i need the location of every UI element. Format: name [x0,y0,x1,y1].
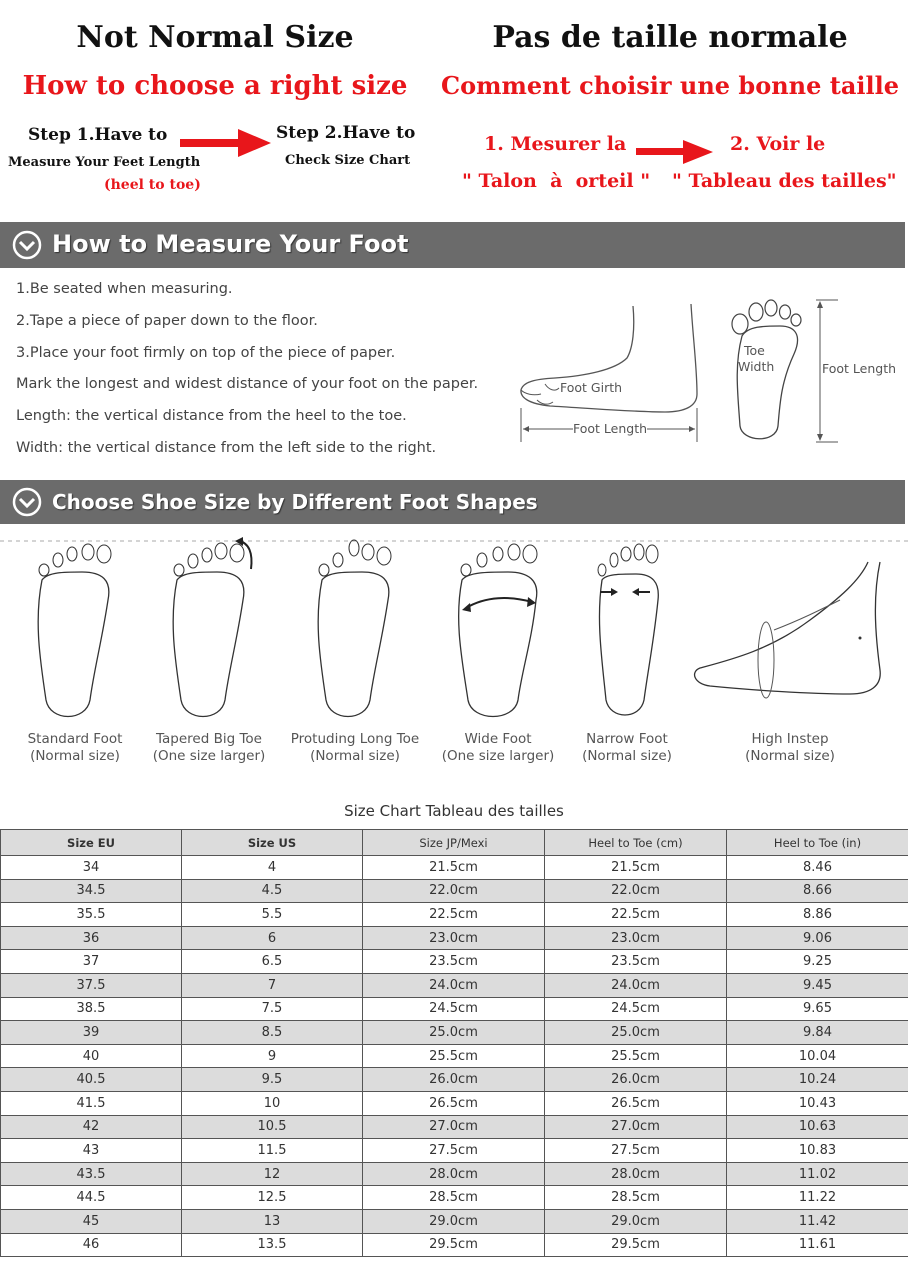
size-jp-cell: 23.0cm [363,926,545,950]
shape-note: (Normal size) [310,748,400,764]
size-eu-cell: 37 [1,950,182,974]
shape-name: Wide Foot [464,731,532,747]
heel-toe-cm-cell: 29.0cm [545,1209,727,1233]
instruction-line: 2.Tape a piece of paper down to the floor. [16,312,318,329]
width-label: Width [738,359,775,374]
protruding-long-toe-icon [310,538,400,720]
table-row [1,879,908,903]
size-eu-cell: 46 [1,1233,182,1257]
heel-toe-in-cell: 8.86 [727,903,908,927]
size-jp-cell: 23.5cm [363,950,545,974]
header-size-us: Size US [182,830,363,856]
fr-step2-heading: 2. Voir le [730,133,826,155]
table-row [1,1186,908,1210]
measure-section-header [0,222,905,268]
size-jp-cell: 25.0cm [363,1021,545,1045]
shapes-section-header [0,480,905,524]
size-eu-cell: 34.5 [1,879,182,903]
instruction-line: Mark the longest and widest distance of your foot on the paper. [16,376,479,393]
step1-text: Measure Your Feet Length [8,155,201,170]
heel-toe-in-cell: 8.46 [727,856,908,880]
size-jp-cell: 22.0cm [363,879,545,903]
size-eu-cell: 35.5 [1,903,182,927]
instruction-line: Width: the vertical distance from the left side to the right. [16,439,437,456]
table-row [1,950,908,974]
table-row [1,973,908,997]
heel-toe-cm-cell: 28.0cm [545,1162,727,1186]
size-us-cell: 4 [182,856,363,880]
size-us-cell: 13.5 [182,1233,363,1257]
shape-tapered-big-toe [145,731,273,765]
shape-note: (Normal size) [30,748,120,764]
size-jp-cell: 27.0cm [363,1115,545,1139]
table-row [1,1091,908,1115]
size-us-cell: 10.5 [182,1115,363,1139]
header-size-eu: Size EU [1,830,182,856]
heel-toe-in-cell: 11.61 [727,1233,908,1257]
high-instep-icon [690,560,890,700]
french-title: Pas de taille normale [492,20,848,55]
size-us-cell: 9 [182,1044,363,1068]
narrow-foot-icon [590,540,670,720]
heel-toe-cm-cell: 23.0cm [545,926,727,950]
shape-wide-foot [434,731,562,765]
english-title: Not Normal Size [76,20,354,55]
size-us-cell: 12 [182,1162,363,1186]
heel-toe-cm-cell: 24.5cm [545,997,727,1021]
heel-toe-in-cell: 9.65 [727,997,908,1021]
shape-name: Tapered Big Toe [156,731,262,747]
heel-toe-in-cell: 10.63 [727,1115,908,1139]
shape-standard-foot [15,731,135,765]
size-us-cell: 7 [182,973,363,997]
french-subtitle: Comment choisir une bonne taille [441,71,899,100]
toe-label: Toe [744,343,765,358]
heel-toe-cm-cell: 24.0cm [545,973,727,997]
foot-length-side-label: Foot Length [573,421,648,436]
size-guide-banner [0,0,908,205]
size-jp-cell: 22.5cm [363,903,545,927]
size-jp-cell: 28.5cm [363,1186,545,1210]
size-chart-table [0,829,908,1257]
size-eu-cell: 40 [1,1044,182,1068]
heel-toe-in-cell: 11.42 [727,1209,908,1233]
table-row [1,997,908,1021]
instruction-line: 3.Place your foot firmly on top of the piece of paper. [16,344,396,361]
foot-length-top-label: Foot Length [822,361,897,376]
heel-toe-in-cell: 11.02 [727,1162,908,1186]
heel-toe-cm-cell: 21.5cm [545,856,727,880]
heel-toe-cm-cell: 27.0cm [545,1115,727,1139]
heel-toe-cm-cell: 26.0cm [545,1068,727,1092]
size-jp-cell: 28.0cm [363,1162,545,1186]
heel-toe-in-cell: 10.04 [727,1044,908,1068]
size-jp-cell: 25.5cm [363,1044,545,1068]
heel-toe-in-cell: 11.22 [727,1186,908,1210]
size-eu-cell: 45 [1,1209,182,1233]
fr-step-arrow-icon [636,140,714,164]
english-subtitle: How to choose a right size [22,71,408,101]
size-eu-cell: 41.5 [1,1091,182,1115]
wide-foot-icon [452,540,547,720]
header-size-jp: Size JP/Mexi [363,830,545,856]
step1-heading: Step 1.Have to [28,125,168,145]
size-us-cell: 12.5 [182,1186,363,1210]
heel-toe-cm-cell: 22.0cm [545,879,727,903]
heel-toe-in-cell: 9.25 [727,950,908,974]
shape-name: Protuding Long Toe [290,731,420,747]
shape-narrow-foot [572,731,682,765]
size-jp-cell: 21.5cm [363,856,545,880]
size-eu-cell: 40.5 [1,1068,182,1092]
table-row [1,1139,908,1163]
heel-toe-cm-cell: 29.5cm [545,1233,727,1257]
size-jp-cell: 27.5cm [363,1139,545,1163]
size-us-cell: 6 [182,926,363,950]
fr-step2-text: " Tableau des tailles" [672,170,897,192]
shape-protruding-long-toe [282,731,428,765]
size-eu-cell: 38.5 [1,997,182,1021]
heel-toe-cm-cell: 23.5cm [545,950,727,974]
size-us-cell: 13 [182,1209,363,1233]
measure-instructions [16,281,516,472]
heel-toe-cm-cell: 28.5cm [545,1186,727,1210]
table-row [1,903,908,927]
table-row [1,1021,908,1045]
size-chart-title: Size Chart Tableau des tailles [344,802,564,820]
shape-name: Narrow Foot [586,731,668,747]
chevron-down-circle-icon [12,487,42,517]
shape-name: High Instep [751,731,829,747]
size-jp-cell: 29.5cm [363,1233,545,1257]
step2-text: Check Size Chart [285,153,411,168]
instruction-line: Length: the vertical distance from the heel to the toe. [16,408,407,425]
fr-step1-heading: 1. Mesurer la [484,133,627,155]
shape-note: (One size larger) [152,748,266,764]
size-eu-cell: 43 [1,1139,182,1163]
size-eu-cell: 37.5 [1,973,182,997]
standard-foot-icon [30,540,120,720]
table-row [1,1162,908,1186]
table-row [1,926,908,950]
heel-toe-cm-cell: 26.5cm [545,1091,727,1115]
table-row [1,1044,908,1068]
step1-note: (heel to toe) [104,177,201,193]
table-row [1,1209,908,1233]
shape-high-instep [730,731,850,765]
chevron-down-circle-icon [12,230,42,260]
size-us-cell: 8.5 [182,1021,363,1045]
header-heel-toe-in: Heel to Toe (in) [727,830,908,856]
fr-step1-text: " Talon à orteil " [462,170,651,192]
size-us-cell: 9.5 [182,1068,363,1092]
table-row [1,856,908,880]
heel-toe-in-cell: 9.45 [727,973,908,997]
table-row [1,1068,908,1092]
size-us-cell: 11.5 [182,1139,363,1163]
foot-girth-label: Foot Girth [560,380,623,395]
measure-section-title: How to Measure Your Foot [52,230,409,258]
step-arrow-icon [180,128,272,158]
size-us-cell: 10 [182,1091,363,1115]
size-us-cell: 6.5 [182,950,363,974]
table-row [1,1115,908,1139]
heel-toe-cm-cell: 25.0cm [545,1021,727,1045]
heel-toe-in-cell: 8.66 [727,879,908,903]
size-eu-cell: 34 [1,856,182,880]
heel-toe-in-cell: 10.83 [727,1139,908,1163]
shape-note: (One size larger) [441,748,555,764]
heel-toe-cm-cell: 27.5cm [545,1139,727,1163]
heel-toe-in-cell: 9.06 [727,926,908,950]
heel-toe-in-cell: 9.84 [727,1021,908,1045]
size-us-cell: 7.5 [182,997,363,1021]
shape-note: (Normal size) [745,748,835,764]
size-us-cell: 5.5 [182,903,363,927]
heel-toe-in-cell: 10.24 [727,1068,908,1092]
table-header-row [1,830,908,856]
size-jp-cell: 24.5cm [363,997,545,1021]
heel-toe-cm-cell: 22.5cm [545,903,727,927]
size-jp-cell: 26.0cm [363,1068,545,1092]
size-jp-cell: 26.5cm [363,1091,545,1115]
table-row [1,1233,908,1257]
size-eu-cell: 43.5 [1,1162,182,1186]
heel-toe-cm-cell: 25.5cm [545,1044,727,1068]
heel-toe-in-cell: 10.43 [727,1091,908,1115]
size-eu-cell: 39 [1,1021,182,1045]
step2-heading: Step 2.Have to [276,123,416,143]
shapes-section-title: Choose Shoe Size by Different Foot Shapes [52,490,538,514]
size-eu-cell: 44.5 [1,1186,182,1210]
shape-name: Standard Foot [27,731,123,747]
size-eu-cell: 42 [1,1115,182,1139]
size-jp-cell: 29.0cm [363,1209,545,1233]
size-us-cell: 4.5 [182,879,363,903]
instruction-line: 1.Be seated when measuring. [16,281,233,297]
shape-note: (Normal size) [582,748,672,764]
header-heel-toe-cm: Heel to Toe (cm) [545,830,727,856]
size-eu-cell: 36 [1,926,182,950]
tapered-big-toe-icon [165,535,265,720]
size-jp-cell: 24.0cm [363,973,545,997]
